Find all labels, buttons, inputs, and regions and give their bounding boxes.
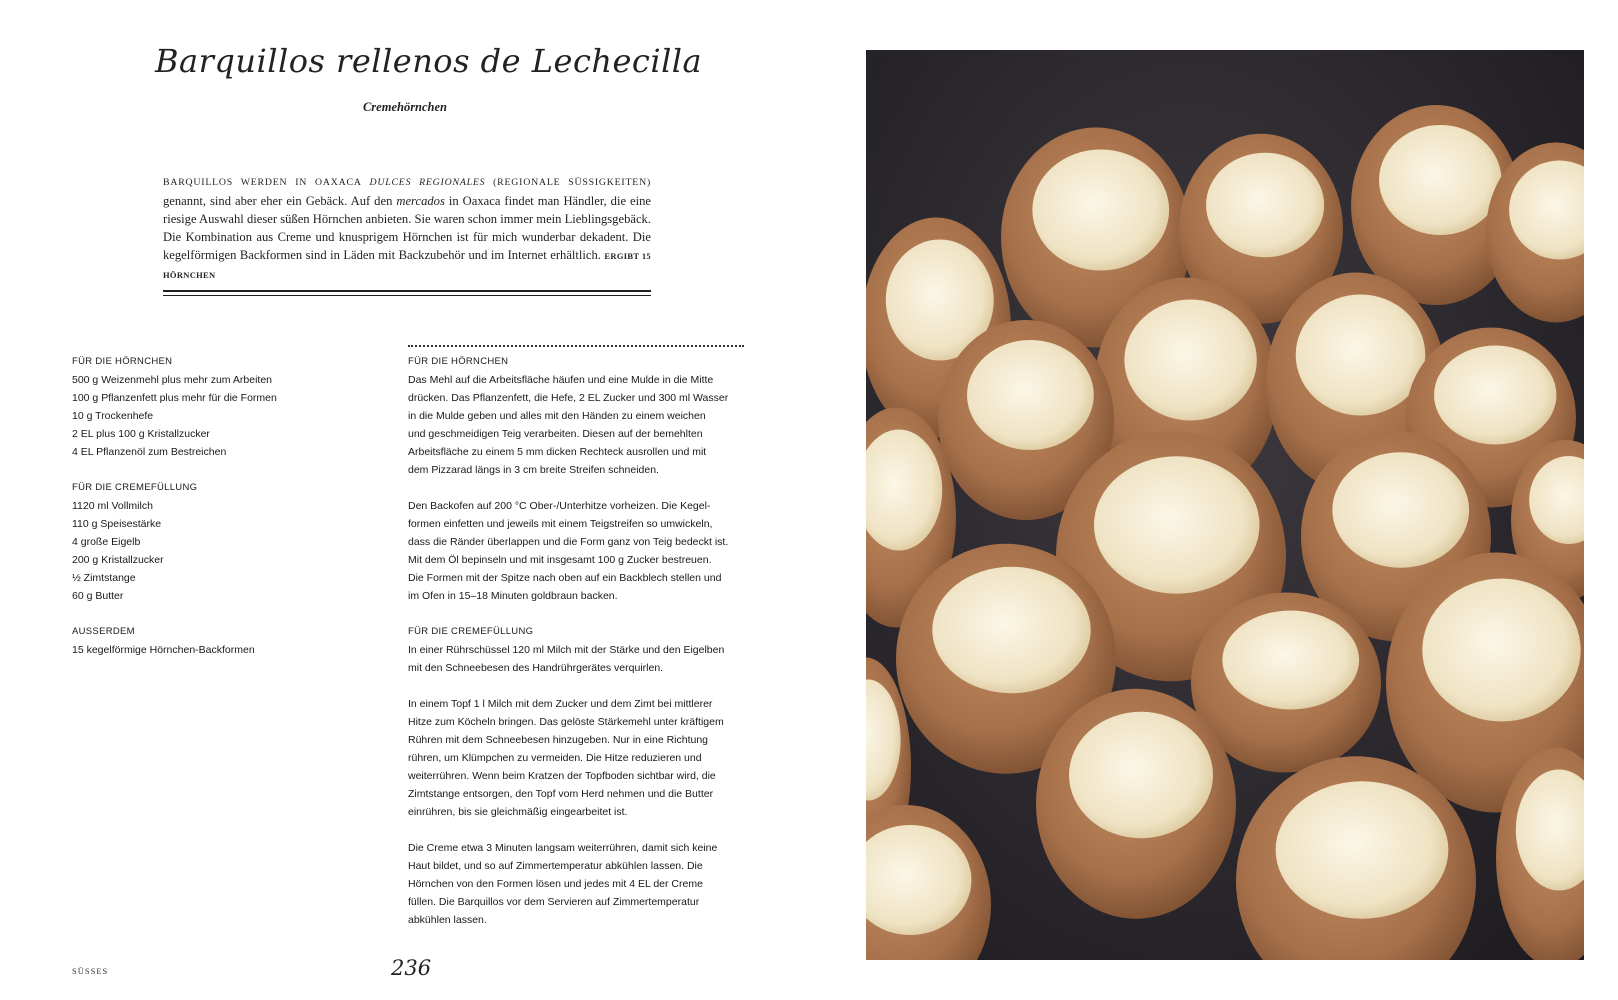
intro-lead: BARQUILLOS WERDEN IN OAXACA [163, 177, 362, 188]
cream-filling [1222, 611, 1359, 710]
cream-filling [1434, 346, 1556, 445]
method-line: dass die Ränder überlappen und die Form ganz von Teig bedeckt ist. [408, 536, 729, 548]
cream-filling [1276, 781, 1449, 919]
yield-label: ERGIBT 15 HÖRNCHEN [163, 251, 651, 280]
intro-term-mercados: mercados [396, 194, 445, 208]
method-step-dough [408, 371, 753, 479]
intro-paragraph [163, 172, 651, 284]
ingredient-item: 10 g Trockenhefe [72, 410, 154, 422]
divider-thick [163, 290, 651, 292]
ingredient-item: 1120 ml Vollmilch [72, 500, 153, 512]
ingredients-heading-hoernchen: FÜR DIE HÖRNCHEN [72, 356, 173, 367]
intro-translation: (REGIONALE SÜSSIGKEITEN) [493, 177, 652, 188]
ingredient-item: 500 g Weizenmehl plus mehr zum Arbeiten [72, 374, 272, 386]
ingredient-item: 15 kegelförmige Hörnchen-Backformen [72, 644, 255, 656]
cream-filling [932, 567, 1090, 694]
method-line: Den Backofen auf 200 °C Ober-/Unterhitze vorheizen. Die Kegel- [408, 500, 711, 512]
intro-term-dulces: DULCES REGIONALES [369, 177, 486, 188]
method-line: Die Creme etwa 3 Minuten langsam weiterrühren, damit sich keine [408, 842, 718, 854]
intro-text-2: in Oaxaca findet man Händler, die eine riesige Auswahl dieser süßen Hörnchen anbieten. Sie waren schon immer mein Lieblingsgebäck. Die Kombination aus Creme und knusprigem Hörnchen ist für mich wunderbar dekadent. Die kegelförmigen Backformen sind in Läden mit Backzubehör und im Internet erhältlich. [163, 194, 652, 262]
method-line: In einem Topf 1 l Milch mit dem Zucker und dem Zimt bei mittlerer [408, 698, 713, 710]
method-line: dem Pizzarad längs in 3 cm breite Streifen schneiden. [408, 464, 659, 476]
method-heading-cremefuellung: FÜR DIE CREMEFÜLLUNG [408, 626, 534, 637]
cream-filling [1032, 150, 1169, 271]
divider-thin [163, 295, 651, 296]
section-label: SÜSSES [72, 966, 109, 976]
method-line: Hitze zum Köcheln bringen. Das gelöste Stärkemehl unter kräftigem [408, 716, 724, 728]
cream-filling [1296, 295, 1426, 416]
ingredient-item: ½ Zimtstange [72, 572, 136, 584]
intro-text-1: genannt, sind aber eher ein Gebäck. Auf den [163, 194, 393, 208]
method-line: und geschmeidigen Teig verarbeiten. Diesen auf der bemehlten [408, 428, 703, 440]
method-line: rühren, um Klümpchen zu vermeiden. Die Hitze reduzieren und [408, 752, 702, 764]
method-line: weiterrühren. Wenn beim Kratzen der Topfboden sichtbar wird, die [408, 770, 716, 782]
method-line: Das Mehl auf die Arbeitsfläche häufen und eine Mulde in die Mitte [408, 374, 714, 386]
cream-filling [1332, 452, 1469, 568]
recipe-title: Barquillos rellenos de Lechecilla [155, 42, 703, 80]
page-number: 236 [391, 956, 432, 980]
ingredients-heading-cremefuellung: FÜR DIE CREMEFÜLLUNG [72, 482, 198, 493]
method-step-whisk [408, 641, 753, 677]
recipe-subtitle: Cremehörnchen [362, 100, 448, 114]
ingredient-item: 100 g Pflanzenfett plus mehr für die Formen [72, 392, 277, 404]
ingredient-item: 2 EL plus 100 g Kristallzucker [72, 428, 210, 440]
method-line: Arbeitsfläche zu einem 5 mm dicken Rechteck ausrollen und mit [408, 446, 707, 458]
method-line: in die Mulde geben und alles mit den Händen zu einem weichen [408, 410, 706, 422]
method-line: Rühren mit dem Schneebesen hinzugeben. Nur in eine Richtung [408, 734, 709, 746]
cream-filling [1206, 153, 1324, 258]
cream-filling [1379, 125, 1501, 235]
cream-filling [1422, 579, 1580, 722]
method-line: formen einfetten und jeweils mit einem Teigstreifen so umwickeln, [408, 518, 713, 530]
method-step-bake [408, 497, 753, 605]
method-line: In einer Rührschüssel 120 ml Milch mit der Stärke und den Eigelben [408, 644, 725, 656]
method-line: Haut bildet, und so auf Zimmertemperatur abkühlen lassen. Die [408, 860, 703, 872]
method-heading-hoernchen: FÜR DIE HÖRNCHEN [408, 356, 509, 367]
ingredient-item: 200 g Kristallzucker [72, 554, 164, 566]
method-line: im Ofen in 15–18 Minuten goldbraun backen. [408, 590, 618, 602]
method-step-fill [408, 839, 753, 929]
method-dotted-rule [408, 345, 744, 347]
method-line: drücken. Das Pflanzenfett, die Hefe, 2 EL Zucker und 300 ml Wasser [408, 392, 729, 404]
method-line: Hörnchen von den Formen lösen und jedes mit 4 EL der Creme [408, 878, 703, 890]
ingredient-item: 4 EL Pflanzenöl zum Bestreichen [72, 446, 227, 458]
method-column [408, 353, 753, 947]
method-step-cook [408, 695, 753, 821]
method-line: Zimtstange entsorgen, den Topf vom Herd nehmen und die Butter [408, 788, 714, 800]
ingredients-column [72, 353, 372, 659]
method-line: einrühren, bis sie gleichmäßig eingearbeitet ist. [408, 806, 628, 818]
cream-filling [967, 340, 1094, 450]
method-line: abkühlen lassen. [408, 914, 487, 926]
method-line: Die Formen mit der Spitze nach oben auf ein Backblech stellen und [408, 572, 722, 584]
method-line: mit den Schneebesen des Handrührgerätes verquirlen. [408, 662, 664, 674]
cream-filling [1124, 300, 1256, 421]
ingredient-item: 60 g Butter [72, 590, 124, 602]
ingredients-heading-ausserdem: AUSSERDEM [72, 626, 135, 637]
method-line: Mit dem Öl bepinseln und mit insgesamt 100 g Zucker bestreuen. [408, 554, 712, 566]
cream-horns-illustration [866, 50, 1584, 960]
cream-filling [1094, 456, 1260, 594]
cream-filling [1069, 712, 1213, 839]
ingredient-item: 4 große Eigelb [72, 536, 141, 548]
ingredient-item: 110 g Speisestärke [72, 518, 162, 530]
food-photo [866, 50, 1584, 960]
method-line: füllen. Die Barquillos vor dem Servieren auf Zimmertemperatur [408, 896, 700, 908]
